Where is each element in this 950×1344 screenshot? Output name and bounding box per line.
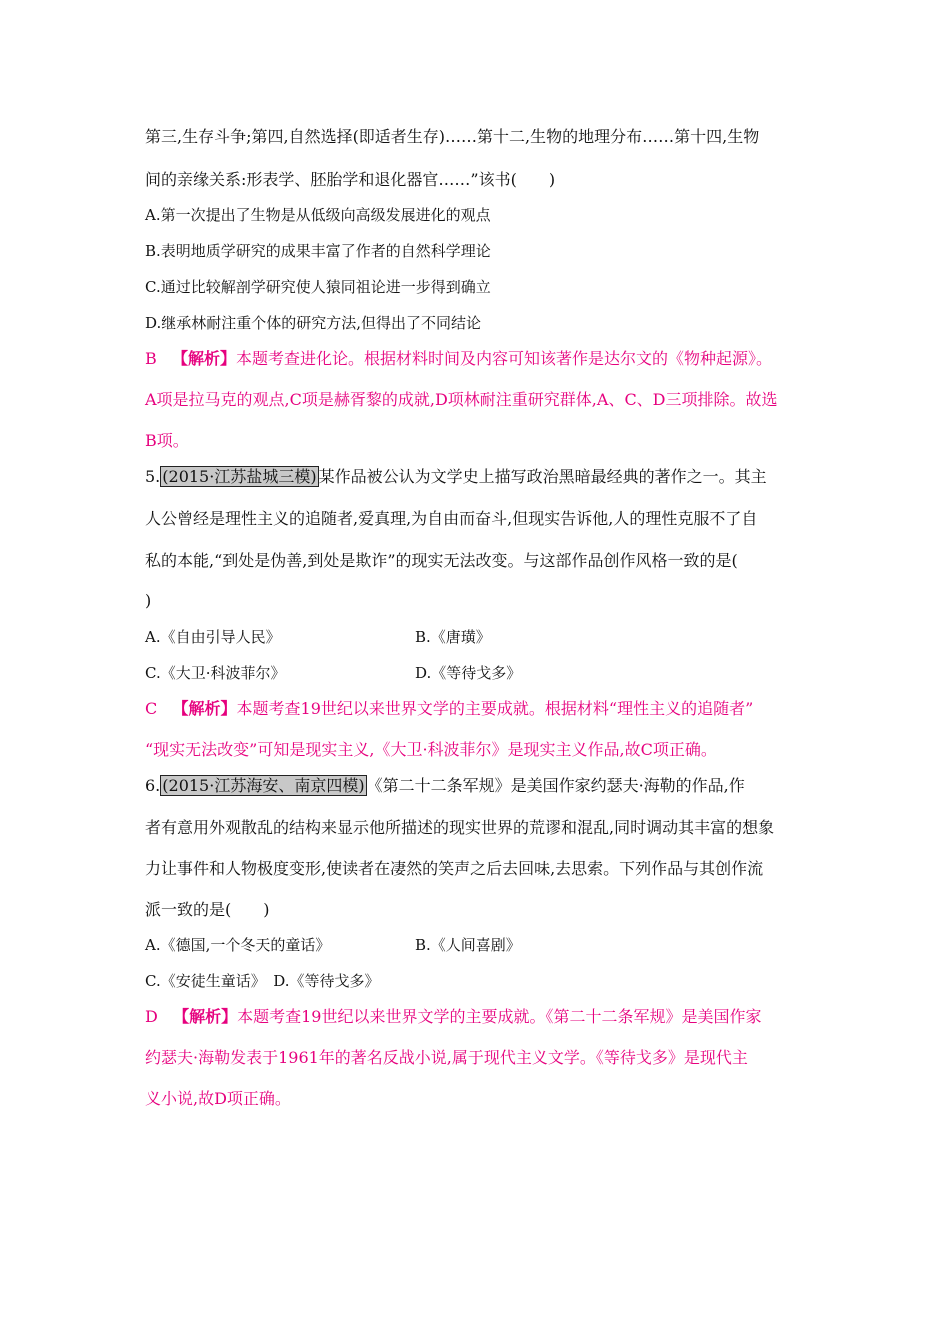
q5-option-b: B.《唐璜》 xyxy=(415,628,491,646)
q6-answer-letter: D xyxy=(145,1007,158,1026)
q5-stem-line-4: ) xyxy=(145,591,152,610)
q5-analysis-label: 【解析】 xyxy=(172,699,237,718)
q6-stem-line-1 xyxy=(145,775,745,797)
q6-option-c-d: C.《安徒生童话》 D.《等待戈多》 xyxy=(145,972,380,990)
q6-analysis-text-2: 约瑟夫·海勒发表于1961年的著名反战小说,属于现代主义文学。《等待戈多》是现代主 xyxy=(145,1048,748,1067)
q5-option-c: C.《大卫·科波菲尔》 xyxy=(145,664,286,682)
q4-analysis-text-3: B项。 xyxy=(145,431,189,450)
q6-analysis-label: 【解析】 xyxy=(173,1007,238,1026)
q6-source-tag: (2015·江苏海安、南京四模) xyxy=(162,776,365,795)
q4-stem-line-2: 间的亲缘关系:形表学、胚胎学和退化器官……”该书( ) xyxy=(145,170,556,189)
q6-stem-line-3: 力让事件和人物极度变形,使读者在凄然的笑声之后去回味,去思索。下列作品与其创作流 xyxy=(145,859,764,878)
q5-answer-line-1 xyxy=(145,698,753,720)
q5-stem-line-2: 人公曾经是理性主义的追随者,爱真理,为自由而奋斗,但现实告诉他,人的理性克服不了自 xyxy=(145,509,758,528)
q5-source-tag: (2015·江苏盐城三模) xyxy=(162,467,317,486)
q4-answer-line-1 xyxy=(145,348,772,370)
q6-options-row-1 xyxy=(145,934,521,956)
q4-option-a: A.第一次提出了生物是从低级向高级发展进化的观点 xyxy=(145,206,491,224)
q4-answer-letter: B xyxy=(145,349,157,368)
q4-analysis-text-1: 本题考查进化论。根据材料时间及内容可知该著作是达尔文的《物种起源》。 xyxy=(236,349,773,368)
q5-stem-line-1 xyxy=(145,466,767,488)
q6-analysis-text-1: 本题考查19世纪以来世界文学的主要成就。《第二十二条军规》是美国作家 xyxy=(237,1007,762,1026)
q4-option-c: C.通过比较解剖学研究使人猿同祖论进一步得到确立 xyxy=(145,278,491,296)
q4-analysis-label: 【解析】 xyxy=(172,349,237,368)
q5-options-row-2 xyxy=(145,662,522,684)
q4-option-d: D.继承林耐注重个体的研究方法,但得出了不同结论 xyxy=(145,314,482,332)
q4-option-b: B.表明地质学研究的成果丰富了作者的自然科学理论 xyxy=(145,242,491,260)
q4-stem-line-1: 第三,生存斗争;第四,自然选择(即适者生存)……第十二,生物的地理分布……第十四,生物 xyxy=(145,127,760,146)
q6-stem-line-2: 者有意用外观散乱的结构来显示他所描述的现实世界的荒谬和混乱,同时调动其丰富的想象 xyxy=(145,818,775,837)
q5-option-a: A.《自由引导人民》 xyxy=(145,628,281,646)
q5-answer-letter: C xyxy=(145,699,158,718)
q5-option-d: D.《等待戈多》 xyxy=(415,664,522,682)
q6-option-a: A.《德国,一个冬天的童话》 xyxy=(145,936,331,954)
q5-analysis-text-2: “现实无法改变”可知是现实主义,《大卫·科波菲尔》是现实主义作品,故C项正确。 xyxy=(145,740,717,759)
q5-stem-text-1: 某作品被公认为文学史上描写政治黑暗最经典的著作之一。其主 xyxy=(318,467,767,486)
q5-stem-line-3: 私的本能,“到处是伪善,到处是欺诈”的现实无法改变。与这部作品创作风格一致的是( xyxy=(145,551,738,570)
q5-number: 5. xyxy=(145,467,161,486)
q5-options-row-1 xyxy=(145,626,491,648)
q6-stem-line-4: 派一致的是( ) xyxy=(145,900,270,919)
q5-analysis-text-1: 本题考查19世纪以来世界文学的主要成就。根据材料“理性主义的追随者” xyxy=(236,699,754,718)
q6-stem-text-1: 《第二十二条军规》是美国作家约瑟夫·海勒的作品,作 xyxy=(366,776,745,795)
q6-number: 6. xyxy=(145,776,161,795)
q6-option-b: B.《人间喜剧》 xyxy=(415,936,521,954)
q4-analysis-text-2: A项是拉马克的观点,C项是赫胥黎的成就,D项林耐注重研究群体,A、C、D三项排除。故选 xyxy=(145,390,778,409)
q6-analysis-text-3: 义小说,故D项正确。 xyxy=(145,1089,291,1108)
q6-answer-line-1 xyxy=(145,1006,761,1028)
